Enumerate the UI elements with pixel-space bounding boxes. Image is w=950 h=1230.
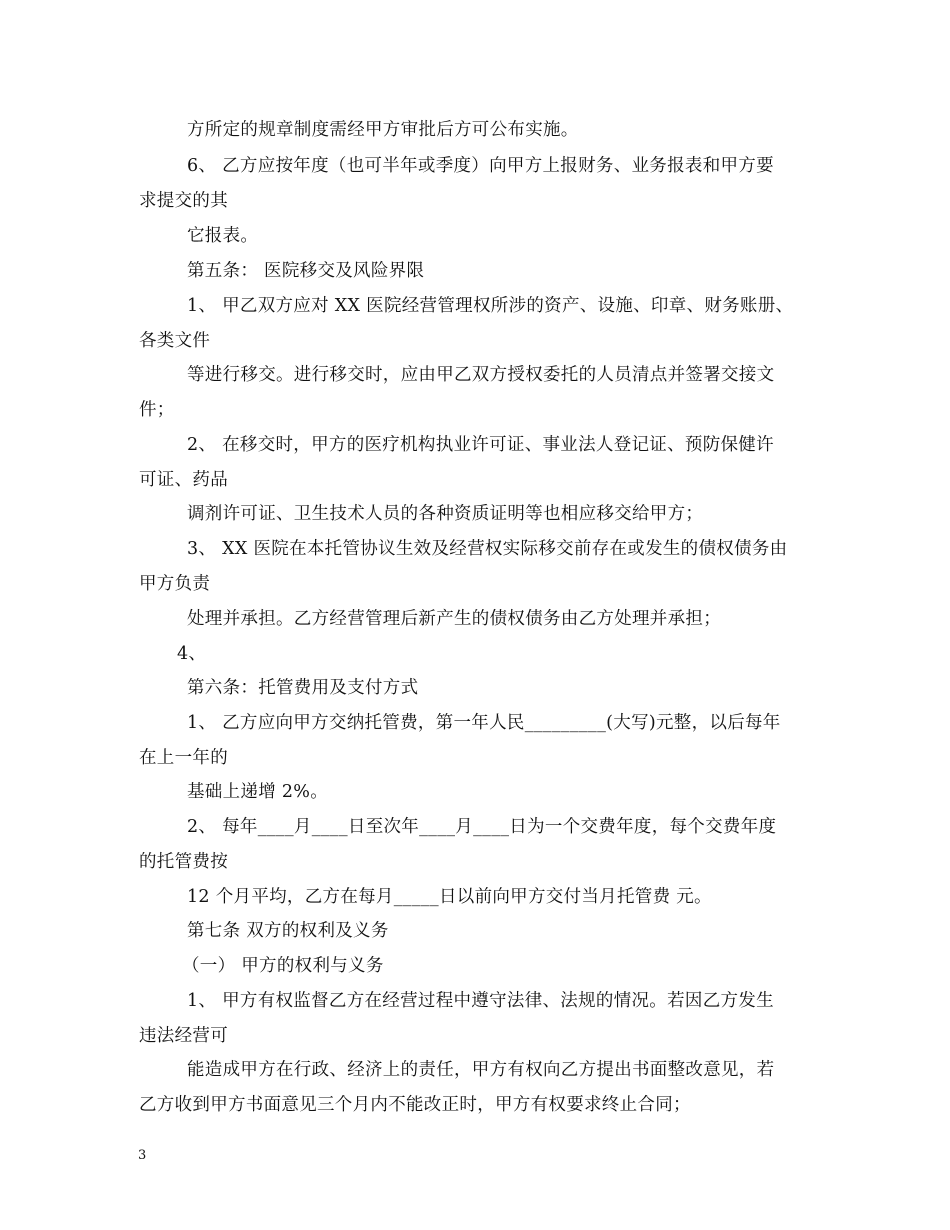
text-line: 它报表。 (187, 226, 259, 246)
text-line: 的托管费按 (139, 852, 228, 872)
page-number: 3 (138, 1148, 147, 1163)
subsection-heading: （一） 甲方的权利与义务 (182, 956, 384, 976)
text-line: 处理并承担。乙方经营管理后新产生的债权债务由乙方处理并承担； (187, 609, 721, 629)
text-line: 调剂许可证、卫生技术人员的各种资质证明等也相应移交给甲方； (187, 504, 704, 524)
text-line: 甲方负责 (139, 574, 211, 594)
text-line: 1、 甲方有权监督乙方在经营过程中遵守法律、法规的情况。若因乙方发生 (187, 991, 774, 1011)
text-line: 乙方收到甲方书面意见三个月内不能改正时，甲方有权要求终止合同； (139, 1095, 691, 1115)
text-line: 能造成甲方在行政、经济上的责任，甲方有权向乙方提出书面整改意见，若 (187, 1060, 775, 1080)
text-line: 件； (139, 400, 175, 420)
text-line: 4、 (177, 644, 207, 664)
text-line: 2、 在移交时，甲方的医疗机构执业许可证、事业法人登记证、预防保健许 (187, 435, 774, 455)
text-line: 在上一年的 (139, 748, 228, 768)
text-line: 可证、药品 (139, 470, 228, 490)
text-line: 12 个月平均，乙方在每月_____日以前向甲方交付当月托管费 元。 (187, 887, 712, 907)
text-line: 求提交的其 (139, 191, 228, 211)
section-heading: 第五条： 医院移交及风险界限 (187, 261, 425, 281)
section-heading: 第六条：托管费用及支付方式 (187, 678, 419, 698)
section-heading: 第七条 双方的权利及义务 (187, 921, 389, 941)
text-line: 1、 乙方应向甲方交纳托管费，第一年人民_________(大写)元整，以后每年 (187, 713, 781, 733)
text-line: 基础上递增 2%。 (187, 782, 329, 802)
text-line: 各类文件 (139, 331, 211, 351)
text-line: 方所定的规章制度需经甲方审批后方可公布实施。 (187, 120, 579, 140)
text-line: 3、 XX 医院在本托管协议生效及经营权实际移交前存在或发生的债权债务由 (187, 539, 788, 559)
text-line: 6、 乙方应按年度（也可半年或季度）向甲方上报财务、业务报表和甲方要 (187, 156, 774, 176)
text-line: 2、 每年____月____日至次年____月____日为一个交费年度，每个交费年度 (187, 817, 777, 837)
text-line: 1、 甲乙双方应对 XX 医院经营管理权所涉的资产、设施、印章、财务账册、 (187, 296, 794, 316)
text-line: 违法经营可 (139, 1026, 228, 1046)
text-line: 等进行移交。进行移交时，应由甲乙双方授权委托的人员清点并签署交接文 (187, 365, 775, 385)
